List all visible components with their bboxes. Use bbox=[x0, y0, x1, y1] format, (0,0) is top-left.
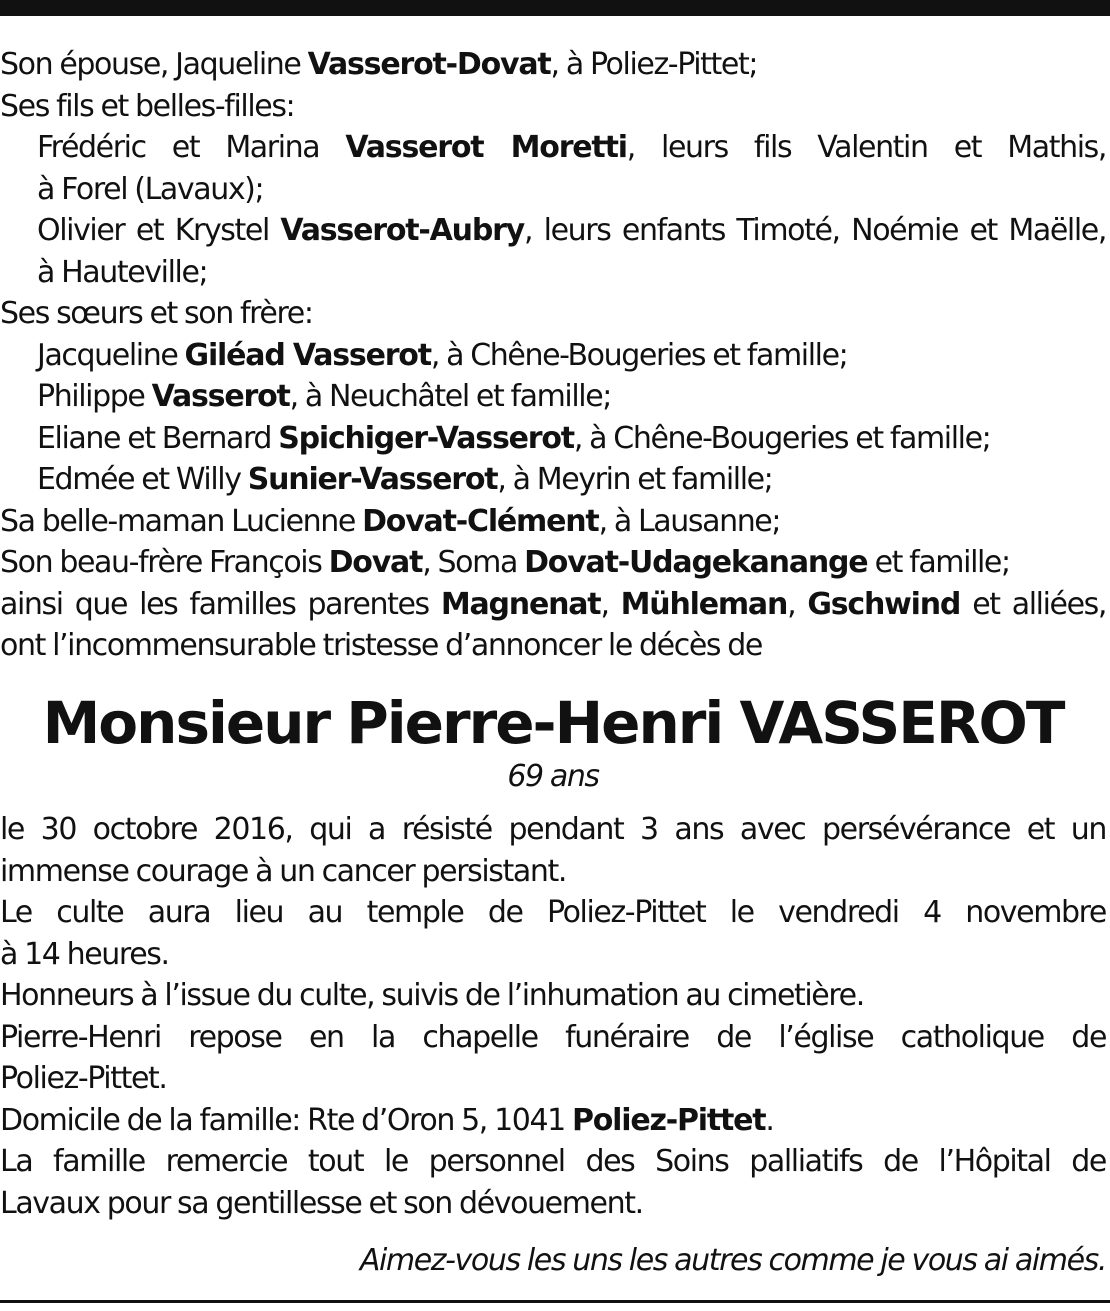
text-run: à Hauteville; bbox=[37, 254, 208, 290]
text-run: , à Chêne-Bougeries et famille; bbox=[430, 337, 848, 373]
family-line bbox=[0, 293, 1106, 335]
name-bold: Mühleman bbox=[620, 586, 788, 622]
name-bold: Spichiger-Vasserot bbox=[278, 420, 574, 456]
body-line bbox=[0, 1183, 1106, 1225]
text-run: Lavaux pour sa gentillesse et son dévouement. bbox=[0, 1185, 643, 1221]
family-list bbox=[0, 44, 1106, 667]
family-line bbox=[0, 625, 1106, 667]
name-bold: Vasserot bbox=[151, 379, 290, 414]
text-run: Pierre-Henri repose en la chapelle funéraire de l’église catholique de bbox=[0, 1019, 1106, 1055]
text-run: , à Meyrin et famille; bbox=[497, 462, 773, 497]
body-line bbox=[0, 1141, 1106, 1183]
family-line bbox=[0, 376, 1106, 418]
text-run: Poliez-Pittet. bbox=[0, 1061, 167, 1096]
text-run: et alliées, bbox=[960, 586, 1106, 622]
name-bold: Giléad Vasserot bbox=[184, 337, 431, 373]
family-line bbox=[0, 169, 1106, 211]
text-run: , leurs enfants Timoté, Noémie et Maëlle, bbox=[524, 213, 1106, 248]
text-run: à 14 heures. bbox=[0, 936, 169, 972]
name-bold: Dovat-Udagekanange bbox=[524, 545, 868, 580]
text-run: Honneurs à l’issue du culte, suivis de l’inhumation au cimetière. bbox=[0, 978, 864, 1013]
bottom-rule bbox=[0, 1300, 1110, 1303]
text-run: ont l’incommensurable tristesse d’annoncer le décès de bbox=[0, 628, 762, 663]
text-run: , Soma bbox=[422, 545, 525, 580]
family-line bbox=[0, 459, 1106, 501]
text-run: La famille remercie tout le personnel des Soins palliatifs de l’Hôpital de bbox=[0, 1144, 1106, 1179]
body-line bbox=[0, 1058, 1106, 1100]
top-rule bbox=[0, 0, 1110, 16]
name-bold: Gschwind bbox=[807, 586, 961, 622]
family-line bbox=[0, 44, 1106, 86]
text-run: Son beau-frère François bbox=[0, 545, 329, 580]
family-line bbox=[0, 210, 1106, 252]
text-run: . bbox=[765, 1102, 774, 1138]
name-bold: Dovat bbox=[328, 545, 423, 580]
family-line bbox=[0, 127, 1106, 169]
name-bold: Vasserot-Aubry bbox=[280, 213, 525, 248]
family-line bbox=[0, 501, 1106, 543]
body-line bbox=[0, 809, 1106, 851]
text-run: Son épouse, Jaqueline bbox=[0, 47, 308, 82]
body-line bbox=[0, 934, 1106, 976]
text-run: ainsi que les familles parentes bbox=[0, 586, 441, 622]
family-line bbox=[0, 335, 1106, 377]
text-run: le 30 octobre 2016, qui a résisté pendant 3 ans avec persévérance et un bbox=[0, 812, 1106, 847]
name-bold: Magnenat bbox=[440, 586, 601, 622]
body-line bbox=[0, 1017, 1106, 1059]
text-run: Olivier et Krystel bbox=[37, 213, 281, 248]
family-line bbox=[0, 252, 1106, 294]
body-line bbox=[0, 1100, 1106, 1142]
text-run: , à Lausanne; bbox=[598, 503, 781, 539]
text-run: Edmée et Willy bbox=[37, 462, 248, 497]
closing-quote: Aimez-vous les uns les autres comme je vous ai aimés. bbox=[359, 1243, 1106, 1278]
text-run: Sa belle-maman Lucienne bbox=[0, 503, 363, 539]
text-run: Eliane et Bernard bbox=[37, 420, 279, 456]
text-run: Ses fils et belles-filles: bbox=[0, 88, 295, 124]
family-line bbox=[0, 418, 1106, 460]
deceased-name: Monsieur Pierre-Henri VASSEROT bbox=[42, 688, 1064, 757]
text-run: Jacqueline bbox=[37, 337, 185, 373]
text-run: et famille; bbox=[867, 545, 1010, 580]
name-bold: Vasserot-Dovat bbox=[307, 47, 551, 82]
text-run: Domicile de la famille: Rte d’Oron 5, 1041 bbox=[0, 1102, 572, 1138]
notice-body bbox=[0, 809, 1106, 1224]
text-run: , bbox=[600, 586, 621, 622]
text-run: à Forel (Lavaux); bbox=[37, 171, 264, 207]
name-bold: Sunier-Vasserot bbox=[247, 462, 498, 497]
text-run: immense courage à un cancer persistant. bbox=[0, 853, 566, 889]
family-line bbox=[0, 584, 1106, 626]
body-line bbox=[0, 975, 1106, 1017]
text-run: Philippe bbox=[37, 379, 152, 414]
name-bold: Poliez-Pittet bbox=[571, 1102, 766, 1138]
text-run: , à Neuchâtel et famille; bbox=[289, 379, 612, 414]
text-run: , leurs fils Valentin et Mathis, bbox=[626, 130, 1106, 165]
text-run: Ses sœurs et son frère: bbox=[0, 296, 313, 331]
name-bold: Vasserot Moretti bbox=[345, 130, 627, 165]
family-line bbox=[0, 86, 1106, 128]
family-line bbox=[0, 542, 1106, 584]
text-run: , bbox=[787, 586, 808, 622]
deceased-age: 69 ans bbox=[507, 758, 599, 794]
obituary-notice bbox=[0, 44, 1106, 1282]
text-run: , à Chêne-Bougeries et famille; bbox=[573, 420, 991, 456]
body-line bbox=[0, 892, 1106, 934]
body-line bbox=[0, 851, 1106, 893]
name-bold: Dovat-Clément bbox=[362, 503, 599, 539]
text-run: Frédéric et Marina bbox=[37, 130, 346, 165]
text-run: , à Poliez-Pittet; bbox=[550, 47, 758, 82]
text-run: Le culte aura lieu au temple de Poliez-Pittet le vendredi 4 novembre bbox=[0, 895, 1106, 930]
